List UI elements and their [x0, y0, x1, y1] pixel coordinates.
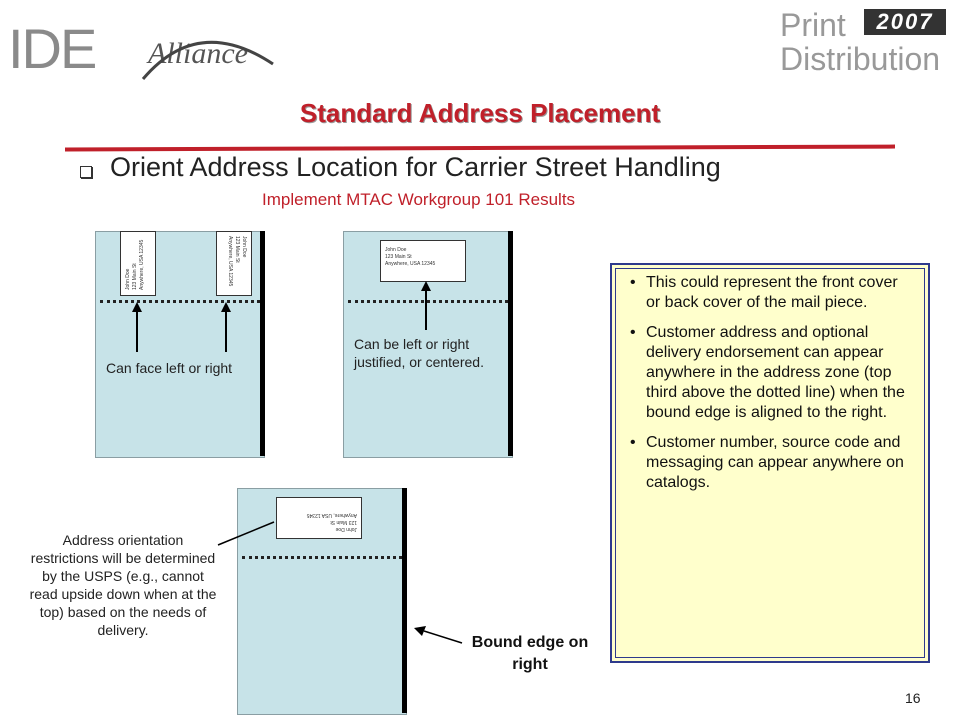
label-line: 123 Main St	[234, 236, 240, 263]
info-box	[610, 263, 930, 663]
label-line: Anywhere, USA 12345	[227, 236, 233, 287]
logo-print-text: Print	[780, 7, 846, 43]
caption-justified: Can be left or right justified, or centered.	[354, 336, 484, 370]
caption-face-left-right: Can face left or right	[106, 360, 233, 376]
logo-year-badge: 2007	[864, 9, 946, 35]
label-line: Anywhere, USA 12345	[385, 261, 436, 267]
label-line: 123 Main St	[132, 263, 138, 290]
label-line: Anywhere, USA 12345	[139, 239, 145, 290]
logo-text-main: IDE	[8, 17, 96, 80]
page-number: 16	[905, 690, 921, 706]
logo-distribution-text: Distribution	[780, 41, 941, 77]
bound-edge-label: Bound edge on right	[471, 634, 589, 673]
info-item: • Customer number, source code and messaging can appear anywhere on catalogs.	[630, 433, 916, 493]
info-item: • Customer address and optional delivery endorsement can appear anywhere in the address zone (top third above the dotted line) when the bound edge is aligned to the right.	[630, 323, 916, 423]
label-line: Anywhere, USA 12345	[306, 512, 357, 518]
label-line: John Doe	[241, 236, 247, 258]
logo-text-script: Alliance	[148, 37, 248, 70]
label-line: 123 Main St	[385, 254, 412, 260]
bound-edge-pointer-line	[424, 631, 462, 643]
info-item: • This could represent the front cover or back cover of the mail piece.	[630, 273, 916, 313]
label-line: 123 Main St	[330, 519, 357, 525]
info-list	[630, 273, 916, 503]
label-line: John Doe	[385, 247, 407, 253]
label-line: John Doe	[125, 268, 131, 290]
page-title: Standard Address Placement	[299, 98, 661, 128]
sub-heading: Implement MTAC Workgroup 101 Results	[262, 190, 576, 209]
usps-orientation-note: Address orientation restrictions will be determined by the USPS (e.g., cannot read upside down when at the top) based on the needs of delivery.	[29, 532, 217, 638]
label-line: John Doe	[335, 526, 357, 532]
main-heading: Orient Address Location for Carrier Street Handling	[110, 152, 721, 182]
note-pointer-line	[218, 522, 274, 545]
